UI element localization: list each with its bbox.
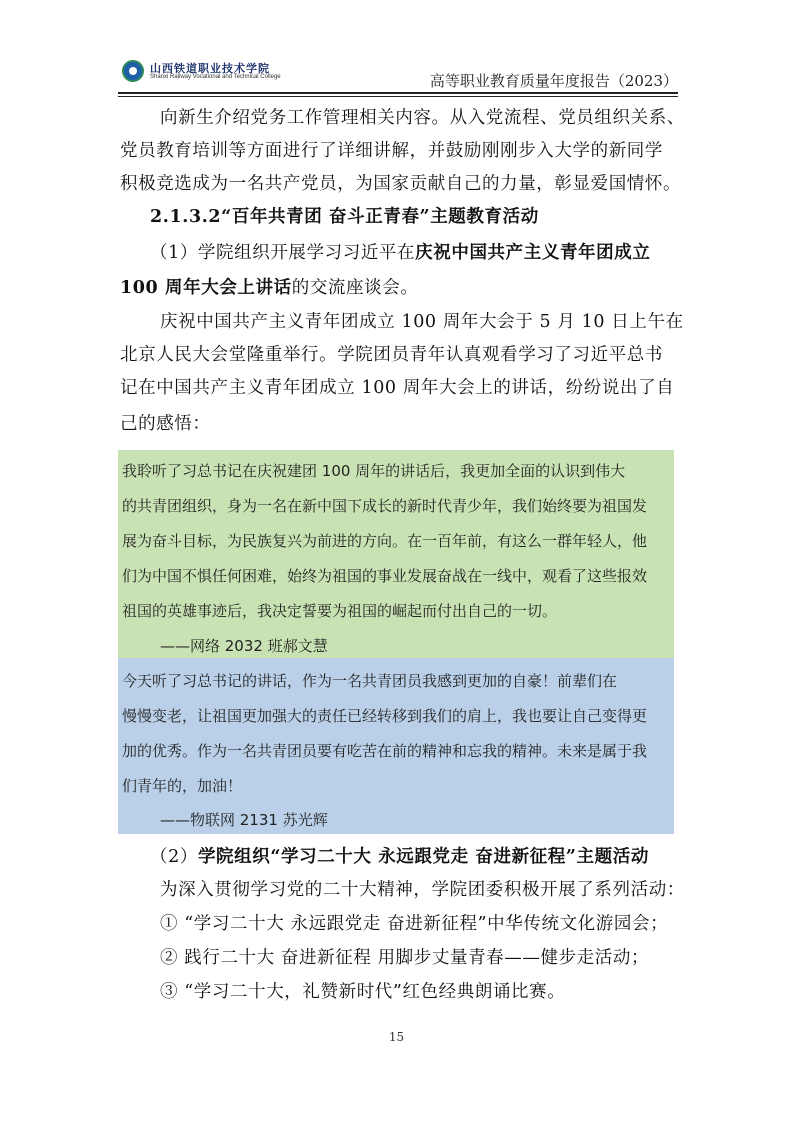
para-line-4: 己的感悟： — [120, 414, 211, 434]
quote2-line: 慢慢变老，让祖国更加强大的责任已经转移到我们的肩上，我也要让自己变得更 — [122, 707, 648, 725]
para-line-3: 记在中国共产主义青年团成立 100 周年大会上的讲话，纷纷说出了自 — [120, 378, 675, 398]
item1-line1 — [150, 237, 706, 270]
item1-line2 — [120, 272, 676, 305]
list-item: ② 践行二十大 奋进新征程 用脚步丈量青春——健步走活动； — [160, 948, 650, 968]
list-item: ③ “学习二十大，礼赞新时代”红色经典朗诵比赛。 — [160, 982, 566, 1002]
quote1-line: 展为奋斗目标，为民族复兴为前进的方向。在一百年前，有这么一群年轻人，他 — [122, 532, 648, 550]
quote2-line: 加的优秀。作为一名共青团员要有吃苦在前的精神和忘我的精神。未来是属于我 — [122, 742, 648, 760]
page-header — [118, 54, 678, 94]
quote2-signature: ——物联网 2131 苏光辉 — [160, 811, 328, 829]
para-line-5: 为深入贯彻学习党的二十大精神，学院团委积极开展了系列活动： — [160, 880, 685, 900]
body-line-1: 向新生介绍党务工作管理相关内容。从入党流程、党员组织关系、 — [160, 108, 685, 128]
para-line-2: 北京人民大会堂隆重举行。学院团员青年认真观看学习了习近平总书 — [120, 345, 663, 365]
para-line-1: 庆祝中国共产主义青年团成立 100 周年大会于 5 月 10 日上午在 — [160, 312, 684, 332]
college-logo-icon — [122, 60, 144, 82]
quote1-line: 们为中国不惧任何困难，始终为祖国的事业发展奋战在一线中，观看了这些报效 — [122, 567, 648, 585]
body-line-2: 党员教育培训等方面进行了详细讲解，并鼓励刚刚步入大学的新同学 — [120, 141, 663, 161]
quote2-line: 们青年的，加油！ — [122, 777, 243, 795]
quote1-line: 的共青团组织，身为一名在新中国下成长的新时代青少年，我们始终要为祖国发 — [122, 497, 648, 515]
quote1-line: 我聆听了习总书记在庆祝建团 100 周年的讲话后，我更加全面的认识到伟大 — [122, 462, 626, 480]
quote1-line: 祖国的英雄事迹后，我决定誓要为祖国的崛起而付出自己的一切。 — [122, 602, 558, 620]
list-item: ① “学习二十大 永远跟党走 奋进新征程”中华传统文化游园会； — [160, 914, 669, 934]
item2-bold: 学院组织“学习二十大 永远跟党走 奋进新征程”主题活动 — [197, 847, 649, 867]
logo-cn-text: 山西铁道职业技术学院 — [150, 62, 270, 75]
item2-prefix: （2） — [150, 847, 198, 867]
body-line-3: 积极竞选成为一名共产党员，为国家贡献自己的力量，彰显爱国情怀。 — [120, 174, 682, 194]
item1-bold: 庆祝中国共产主义青年团成立 — [415, 243, 651, 263]
report-title: 高等职业教育质量年度报告（2023） — [429, 72, 678, 90]
header-rule-thin — [118, 96, 678, 97]
item1-line2-rest: 的交流座谈会。 — [291, 278, 419, 298]
header-rule — [118, 92, 678, 94]
logo-en-text: Shanxi Railway Vocational and Technical College — [150, 74, 281, 80]
item2-line — [150, 841, 706, 874]
item1-prefix: （1）学院组织开展学习习近平在 — [150, 243, 416, 263]
quote2-line: 今天听了习总书记的讲话，作为一名共青团员我感到更加的自豪！前辈们在 — [122, 672, 618, 690]
page-number: 15 — [388, 1030, 405, 1044]
quote1-signature: ——网络 2032 班郝文慧 — [160, 637, 328, 655]
item1-line2-bold: 100 周年大会上讲话 — [120, 278, 292, 298]
section-heading: 2.1.3.2“百年共青团 奋斗正青春”主题教育活动 — [150, 207, 539, 227]
